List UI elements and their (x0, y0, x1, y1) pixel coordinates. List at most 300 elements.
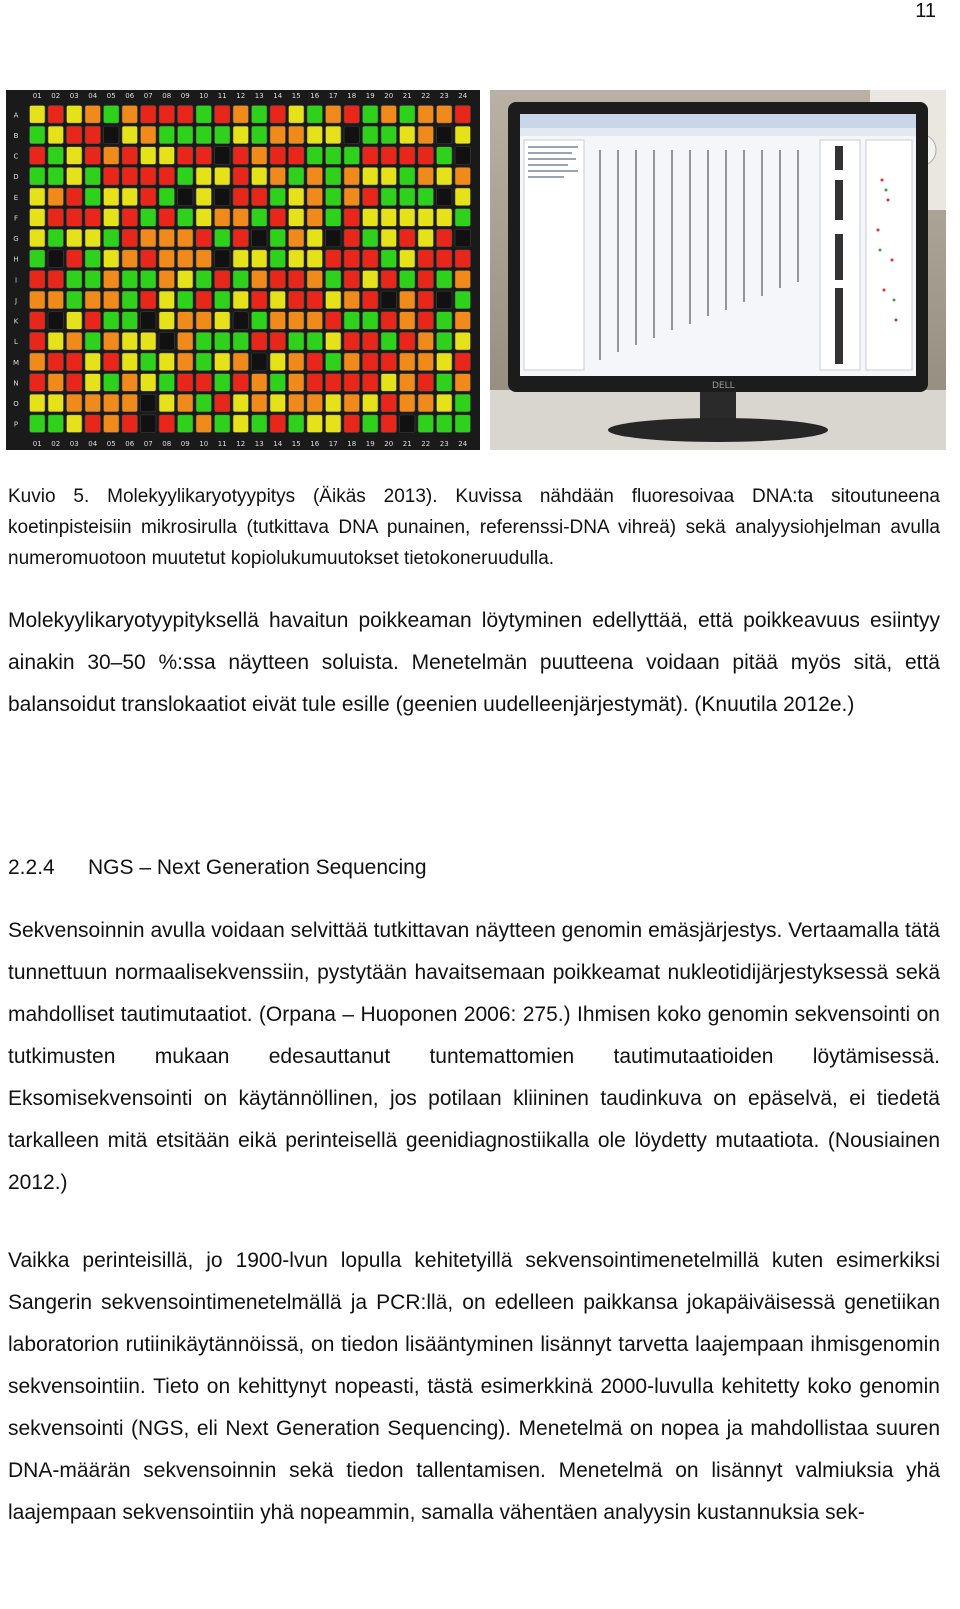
array-spot (344, 147, 360, 165)
array-spot (344, 291, 360, 309)
array-spot (48, 394, 64, 412)
array-spot (178, 353, 194, 371)
array-column-label: 15 (291, 92, 301, 100)
array-spot (326, 415, 342, 433)
array-spot (67, 106, 83, 124)
array-spot (381, 271, 397, 289)
array-row-label: L (14, 338, 18, 347)
array-spot (196, 250, 212, 268)
array-column-label: 10 (199, 92, 209, 100)
array-column-label: 12 (236, 92, 246, 100)
array-column-label: 04 (88, 92, 98, 100)
array-spot (344, 312, 360, 330)
paragraph-3: Vaikka perinteisillä, jo 1900-lvun lopulla kehitetyillä sekvensointimenetelmillä kuten esimerkiksi Sangerin sekvensointimenetelmällä ja PCR:llä, on edelleen paikkansa jokapäiväisessä genetiikan laboratorion rutiinikäytännöissä, on tiedon lisääntyminen lisännyt tarvetta laajempaan ihmisgenomin sekvensointiin. Tieto on kehittynyt nopeasti, tästä esimerkkinä 2000-luvulla kehitetty koko genomin sekvensointi (NGS, eli Next Generation Sequencing). Menetelmä on nopea ja mahdollistaa suuren DNA-määrän sekvensoinnin sekä tiedon tallentamisen. Menetelmä on lisännyt valmiuksia yhä laajempaan sekvensointiin yhä nopeammin, samalla vähentäen analyysin kustannuksia sek- (8, 1249, 940, 1524)
array-spot (455, 353, 471, 371)
array-spot (289, 291, 305, 309)
array-spot (178, 415, 194, 433)
array-spot (67, 229, 83, 247)
array-spot (344, 353, 360, 371)
array-spot (196, 353, 212, 371)
array-spot (215, 374, 231, 392)
array-spot (400, 332, 416, 350)
array-spot (178, 271, 194, 289)
array-spot (233, 209, 249, 227)
array-spot (30, 126, 46, 144)
array-row-label: M (12, 358, 20, 367)
array-spot (381, 291, 397, 309)
array-spot (85, 394, 101, 412)
array-row-label: D (13, 173, 19, 182)
array-column-label: 24 (458, 92, 468, 100)
array-spot (289, 106, 305, 124)
array-spot (196, 167, 212, 185)
array-spot (178, 250, 194, 268)
array-spot (455, 188, 471, 206)
array-spot (196, 209, 212, 227)
array-column-label: 02 (51, 440, 61, 448)
array-spot (455, 126, 471, 144)
array-spot (85, 188, 101, 206)
microarray-image (6, 90, 480, 450)
array-row-label: O (13, 400, 19, 409)
array-spot (363, 415, 379, 433)
array-spot (215, 415, 231, 433)
array-spot (326, 332, 342, 350)
array-row-label: B (13, 131, 19, 140)
array-spot (233, 332, 249, 350)
array-spot (178, 106, 194, 124)
array-spot (215, 353, 231, 371)
array-spot (400, 271, 416, 289)
page-number: 11 (915, 0, 936, 22)
array-spot (67, 291, 83, 309)
array-column-label: 07 (143, 440, 153, 448)
array-spot (122, 312, 138, 330)
array-column-label: 04 (88, 440, 98, 448)
array-spot (400, 394, 416, 412)
array-spot (381, 394, 397, 412)
array-spot (141, 167, 157, 185)
array-spot (400, 291, 416, 309)
array-column-label: 13 (254, 440, 264, 448)
array-spot (196, 126, 212, 144)
array-spot (344, 415, 360, 433)
array-spot (344, 209, 360, 227)
array-column-label: 02 (51, 92, 61, 100)
array-spot (252, 188, 268, 206)
array-spot (418, 147, 434, 165)
array-spot (141, 291, 157, 309)
array-spot (196, 374, 212, 392)
array-spot (159, 167, 175, 185)
array-spot (437, 271, 453, 289)
array-spot (363, 332, 379, 350)
array-spot (437, 332, 453, 350)
array-spot (104, 209, 120, 227)
array-spot (48, 291, 64, 309)
array-spot (48, 188, 64, 206)
array-spot (104, 291, 120, 309)
array-spot (437, 106, 453, 124)
array-row-label: H (13, 255, 19, 264)
array-spot (363, 312, 379, 330)
figure (6, 90, 946, 450)
array-spot (418, 353, 434, 371)
array-spot (30, 209, 46, 227)
array-spot (270, 126, 286, 144)
array-spot (178, 374, 194, 392)
array-spot (363, 291, 379, 309)
array-spot (381, 209, 397, 227)
array-spot (437, 415, 453, 433)
array-spot (252, 147, 268, 165)
array-spot (400, 106, 416, 124)
array-spot (270, 394, 286, 412)
array-spot (455, 394, 471, 412)
array-spot (344, 229, 360, 247)
array-spot (215, 250, 231, 268)
paragraph-1: Molekyylikaryotyypityksellä havaitun poikkeaman löytyminen edellyttää, että poikkeavuus esiintyy ainakin 30–50 %:ssa näytteen soluista. Menetelmän puutteena voidaan pitää myös sitä, että balansoidut translokaatiot eivät tule esille (geenien uudelleenjärjestymät). (Knuutila 2012e.) (8, 609, 940, 716)
array-spot (455, 167, 471, 185)
array-spot (215, 291, 231, 309)
array-column-label: 13 (254, 92, 264, 100)
array-spot (437, 167, 453, 185)
section-title: NGS – Next Generation Sequencing (88, 856, 427, 879)
array-spot (289, 126, 305, 144)
array-spot (437, 147, 453, 165)
array-column-label: 21 (402, 440, 412, 448)
array-spot (141, 229, 157, 247)
array-spot (381, 188, 397, 206)
array-spot (159, 291, 175, 309)
array-spot (270, 271, 286, 289)
array-column-label: 06 (125, 440, 135, 448)
array-spot (289, 209, 305, 227)
array-spot (418, 415, 434, 433)
array-spot (326, 126, 342, 144)
array-spot (455, 271, 471, 289)
array-spot (85, 353, 101, 371)
array-spot (67, 271, 83, 289)
array-column-label: 01 (32, 440, 42, 448)
array-spot (418, 250, 434, 268)
array-spot (159, 229, 175, 247)
array-column-label: 12 (236, 440, 246, 448)
array-spot (381, 147, 397, 165)
array-spot (67, 394, 83, 412)
array-spot (178, 312, 194, 330)
array-spot (233, 147, 249, 165)
array-spot (196, 106, 212, 124)
array-spot (196, 291, 212, 309)
array-spot (418, 106, 434, 124)
array-spot (48, 332, 64, 350)
array-spot (270, 106, 286, 124)
array-spot (159, 126, 175, 144)
array-column-label: 22 (421, 92, 431, 100)
array-spot (215, 332, 231, 350)
array-spot (270, 167, 286, 185)
array-spot (215, 147, 231, 165)
array-spot (159, 332, 175, 350)
array-spot (122, 209, 138, 227)
array-spot (252, 291, 268, 309)
array-spot (363, 250, 379, 268)
array-spot (270, 147, 286, 165)
array-spot (381, 250, 397, 268)
array-spot (344, 250, 360, 268)
array-row-label: A (13, 111, 19, 120)
array-spot (30, 312, 46, 330)
array-row-label: N (13, 379, 19, 388)
array-spot (381, 415, 397, 433)
array-column-label: 05 (106, 440, 116, 448)
array-spot (215, 188, 231, 206)
section-heading (8, 856, 427, 880)
array-column-label: 15 (291, 440, 301, 448)
array-spot (48, 374, 64, 392)
array-spot (437, 229, 453, 247)
array-spot (418, 332, 434, 350)
array-spot (215, 209, 231, 227)
array-spot (307, 271, 323, 289)
array-spot (141, 332, 157, 350)
array-spot (141, 250, 157, 268)
array-spot (400, 229, 416, 247)
array-spot (159, 374, 175, 392)
array-spot (159, 394, 175, 412)
array-column-label: 17 (328, 92, 338, 100)
array-spot (30, 188, 46, 206)
array-column-label: 08 (162, 92, 172, 100)
array-spot (437, 126, 453, 144)
array-spot (437, 312, 453, 330)
array-spot (104, 332, 120, 350)
array-spot (418, 271, 434, 289)
array-spot (85, 250, 101, 268)
array-spot (418, 312, 434, 330)
array-row-label: E (13, 193, 19, 202)
array-column-label: 01 (32, 92, 42, 100)
array-spot (252, 374, 268, 392)
array-spot (215, 126, 231, 144)
array-spot (215, 229, 231, 247)
array-spot (381, 167, 397, 185)
array-spot (122, 229, 138, 247)
array-spot (159, 106, 175, 124)
array-spot (233, 106, 249, 124)
array-spot (400, 353, 416, 371)
array-spot (437, 250, 453, 268)
array-spot (307, 167, 323, 185)
array-spot (178, 394, 194, 412)
array-spot (104, 229, 120, 247)
array-spot (104, 126, 120, 144)
array-spot (48, 353, 64, 371)
array-row-label: C (13, 152, 19, 161)
array-spot (104, 271, 120, 289)
array-spot (233, 188, 249, 206)
array-spot (178, 229, 194, 247)
array-spot (67, 332, 83, 350)
array-row-label: G (13, 235, 19, 244)
array-spot (270, 229, 286, 247)
array-row-label: I (14, 276, 18, 285)
array-spot (289, 147, 305, 165)
array-spot (48, 271, 64, 289)
array-spot (289, 188, 305, 206)
array-spot (307, 394, 323, 412)
array-column-label: 23 (439, 92, 449, 100)
array-spot (252, 332, 268, 350)
array-spot (215, 394, 231, 412)
array-spot (418, 229, 434, 247)
array-spot (400, 167, 416, 185)
array-spot (307, 188, 323, 206)
array-spot (67, 147, 83, 165)
array-spot (363, 229, 379, 247)
array-spot (270, 209, 286, 227)
array-column-label: 11 (217, 440, 227, 448)
array-spot (418, 167, 434, 185)
array-spot (48, 229, 64, 247)
array-spot (363, 126, 379, 144)
array-spot (67, 374, 83, 392)
array-spot (252, 250, 268, 268)
array-spot (159, 415, 175, 433)
array-spot (85, 415, 101, 433)
array-spot (252, 229, 268, 247)
array-spot (48, 250, 64, 268)
array-spot (455, 106, 471, 124)
array-spot (363, 147, 379, 165)
figure-caption: Kuvio 5. Molekyylikaryotyypitys (Äikäs 2013). Kuvissa nähdään fluoresoivaa DNA:ta sitoutuneena koetinpisteisiin mikrosirulla (tutkittava DNA punainen, referenssi-DNA vihreä) sekä analyysiohjelman avulla numeromuotoon muutetut kopiolukumuutokset tietokoneruudulla. (8, 486, 940, 569)
array-spot (30, 147, 46, 165)
array-spot (85, 106, 101, 124)
array-column-label: 14 (273, 440, 283, 448)
array-column-label: 05 (106, 92, 116, 100)
array-spot (141, 209, 157, 227)
array-spot (326, 167, 342, 185)
array-column-label: 07 (143, 92, 153, 100)
array-spot (381, 229, 397, 247)
array-spot (159, 271, 175, 289)
array-spot (326, 394, 342, 412)
array-spot (307, 415, 323, 433)
array-column-label: 06 (125, 92, 135, 100)
array-spot (141, 312, 157, 330)
array-spot (233, 271, 249, 289)
array-spot (307, 353, 323, 371)
array-spot (344, 126, 360, 144)
array-spot (252, 126, 268, 144)
array-spot (48, 312, 64, 330)
array-spot (381, 353, 397, 371)
array-spot (196, 188, 212, 206)
array-spot (67, 353, 83, 371)
array-spot (104, 147, 120, 165)
array-spot (178, 291, 194, 309)
array-spot (104, 353, 120, 371)
array-spot (122, 126, 138, 144)
array-spot (30, 415, 46, 433)
array-spot (363, 394, 379, 412)
array-spot (270, 291, 286, 309)
array-spot (196, 332, 212, 350)
array-spot (85, 229, 101, 247)
section-number: 2.2.4 (8, 856, 55, 879)
array-spot (400, 188, 416, 206)
array-column-label: 19 (365, 440, 375, 448)
array-row-label: F (13, 214, 19, 223)
array-spot (307, 291, 323, 309)
array-column-label: 20 (384, 92, 394, 100)
array-spot (289, 374, 305, 392)
array-spot (400, 250, 416, 268)
array-spot (270, 250, 286, 268)
array-spot (252, 271, 268, 289)
array-spot (289, 229, 305, 247)
array-spot (104, 394, 120, 412)
array-spot (85, 291, 101, 309)
array-spot (122, 353, 138, 371)
array-spot (381, 126, 397, 144)
array-spot (252, 167, 268, 185)
array-spot (233, 353, 249, 371)
array-spot (363, 188, 379, 206)
array-spot (104, 106, 120, 124)
array-spot (252, 415, 268, 433)
array-spot (400, 374, 416, 392)
array-spot (30, 374, 46, 392)
array-column-label: 18 (347, 440, 357, 448)
array-column-label: 08 (162, 440, 172, 448)
array-spot (289, 167, 305, 185)
array-spot (85, 167, 101, 185)
array-spot (196, 415, 212, 433)
array-spot (326, 106, 342, 124)
array-spot (233, 229, 249, 247)
array-column-label: 19 (365, 92, 375, 100)
array-spot (141, 271, 157, 289)
array-spot (30, 250, 46, 268)
monitor-brand: DELL (712, 381, 735, 391)
array-spot (196, 394, 212, 412)
array-spot (307, 229, 323, 247)
array-spot (326, 374, 342, 392)
array-spot (326, 188, 342, 206)
array-spot (178, 126, 194, 144)
array-spot (326, 250, 342, 268)
array-spot (122, 250, 138, 268)
array-spot (178, 209, 194, 227)
array-spot (30, 291, 46, 309)
array-spot (104, 415, 120, 433)
array-spot (326, 229, 342, 247)
array-spot (455, 209, 471, 227)
array-spot (159, 209, 175, 227)
array-spot (326, 209, 342, 227)
array-spot (307, 332, 323, 350)
array-spot (104, 250, 120, 268)
array-spot (48, 167, 64, 185)
array-spot (252, 353, 268, 371)
array-spot (455, 229, 471, 247)
array-spot (141, 374, 157, 392)
array-spot (215, 271, 231, 289)
array-spot (455, 415, 471, 433)
array-spot (381, 374, 397, 392)
